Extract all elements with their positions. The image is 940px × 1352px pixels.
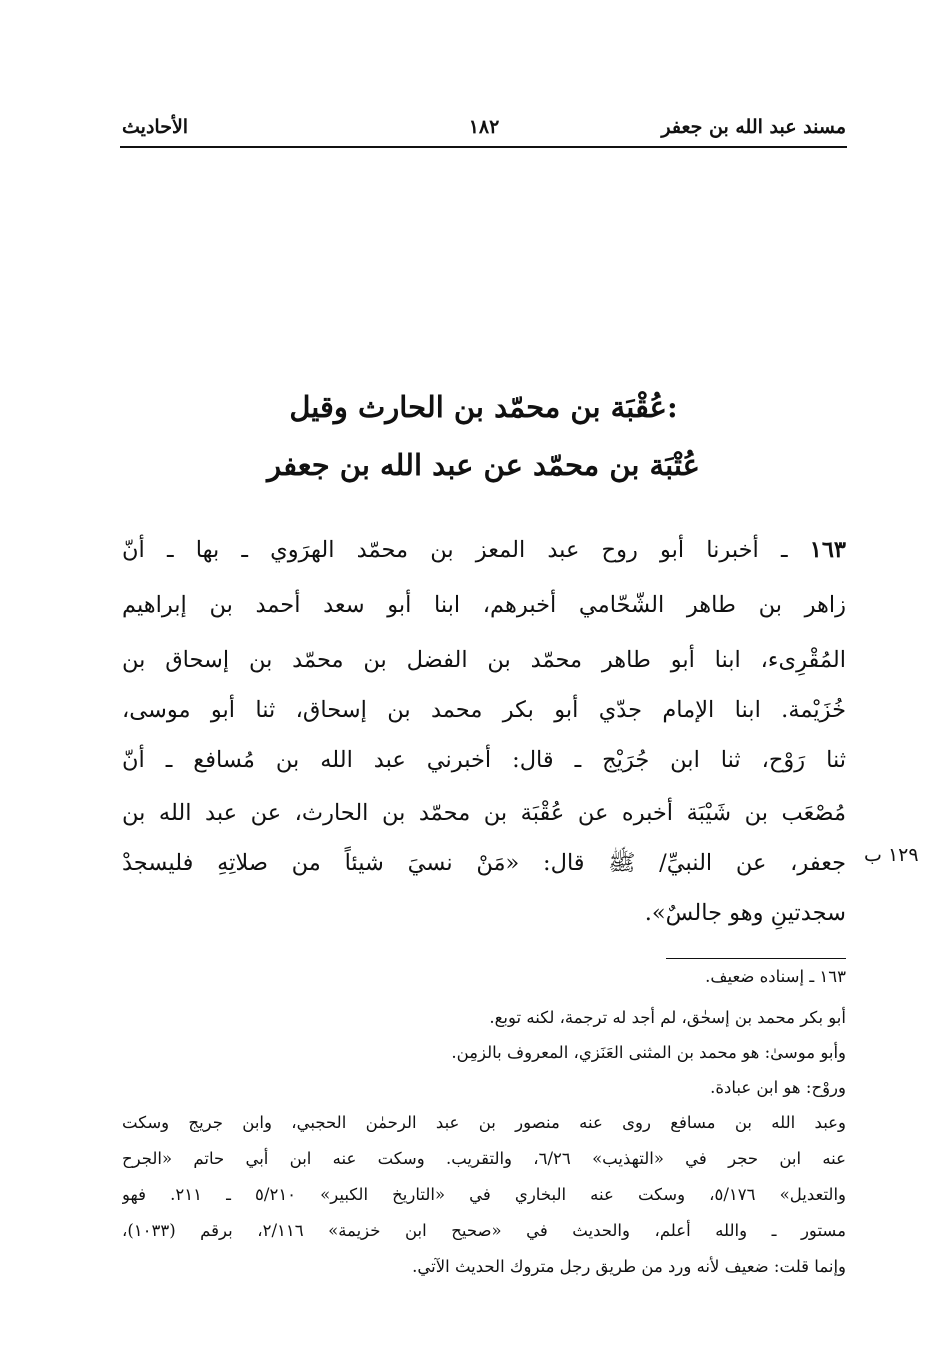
- header-section: الأحاديث: [122, 116, 189, 138]
- manuscript-folio-note: ١٢٩ ب: [864, 844, 919, 866]
- footnote-line-7: والتعديل» ٥/١٧٦، وسكت عنه البخاري في «التاريخ الكبير» ٥/٢١٠ ـ ٢١١. فهو: [122, 1185, 846, 1204]
- footnote-line-8: مستور ـ والله أعلم، والحديث في «صحيح ابن خزيمة» ٢/١١٦، برقم (١٠٣٣)،: [122, 1221, 846, 1240]
- footnote-line-2: أبو بكر محمد بن إسحٰق، لم أجد له ترجمة، لكنه توبع.: [489, 1008, 846, 1027]
- header-rule: [120, 146, 847, 148]
- footnote-line-3: وأبو موسىٰ: هو محمد بن المثنى العَنَزي، المعروف بالزمِن.: [451, 1043, 846, 1062]
- hadith-number: ١٦٣: [809, 537, 846, 563]
- chapter-title-line-2: عُتْبَة بن محمّد عن عبد الله بن جعفر: [267, 448, 700, 482]
- footnote-line-5: وعبد الله بن مسافع روى عنه منصور بن عبد الرحمٰن الحجبي، وابن جريج وسكت: [122, 1113, 846, 1132]
- header-book-title: مسند عبد الله بن جعفر: [661, 116, 846, 138]
- footnote-line-1: ١٦٣ ـ إسناده ضعيف.: [705, 967, 846, 986]
- page-number: ١٨٢: [468, 116, 500, 138]
- footnote-line-6: عنه ابن حجر في «التهذيب» ٦/٢٦، والتقريب. وسكت عنه ابن أبي حاتم «الجرح: [122, 1149, 846, 1168]
- footnote-line-4: وروْح: هو ابن عبادة.: [710, 1078, 846, 1097]
- hadith-line-4: خُزَيْمة. ابنا الإمام جدّي أبو بكر محمد بن إسحاق، ثنا أبو موسى،: [122, 697, 846, 723]
- running-header: [122, 112, 846, 144]
- hadith-line-3: المُقْرِىء، ابنا أبو طاهر محمّد بن الفضل بن محمّد بن إسحاق بن: [122, 647, 846, 673]
- hadith-line-8: سجدتينِ وهو جالسٌ».: [644, 900, 846, 926]
- hadith-line-2: زاهر بن طاهر الشّحّامي أخبرهم، ابنا أبو سعد أحمد بن إبراهيم: [122, 592, 846, 618]
- hadith-line-1: [122, 530, 846, 570]
- hadith-text-1: ـ أخبرنا أبو روح عبد المعز بن محمّد الهرَوي ـ بها ـ أنّ: [122, 537, 788, 563]
- hadith-line-6: مُصْعَب بن شَيْبَة أخبره عن عُقْبَة بن محمّد بن الحارث، عن عبد الله بن: [122, 800, 846, 826]
- hadith-line-5: ثنا رَوْح، ثنا ابن جُرَيْج ـ قال: أخبرني عبد الله بن مُسافع ـ أنّ: [122, 747, 846, 773]
- footnote-rule: [666, 958, 846, 959]
- hadith-line-7: جعفر، عن النبيِّ/ ﷺ قال: «مَنْ نسيَ شيئاً من صلاتِهِ فليسجدْ: [122, 850, 846, 876]
- chapter-title-line-1: عُقْبَة بن محمّد بن الحارث وقيل:: [289, 390, 678, 424]
- footnote-line-9: وإنما قلت: ضعيف لأنه ورد من طريق رجل متروك الحديث الآتي.: [412, 1257, 846, 1276]
